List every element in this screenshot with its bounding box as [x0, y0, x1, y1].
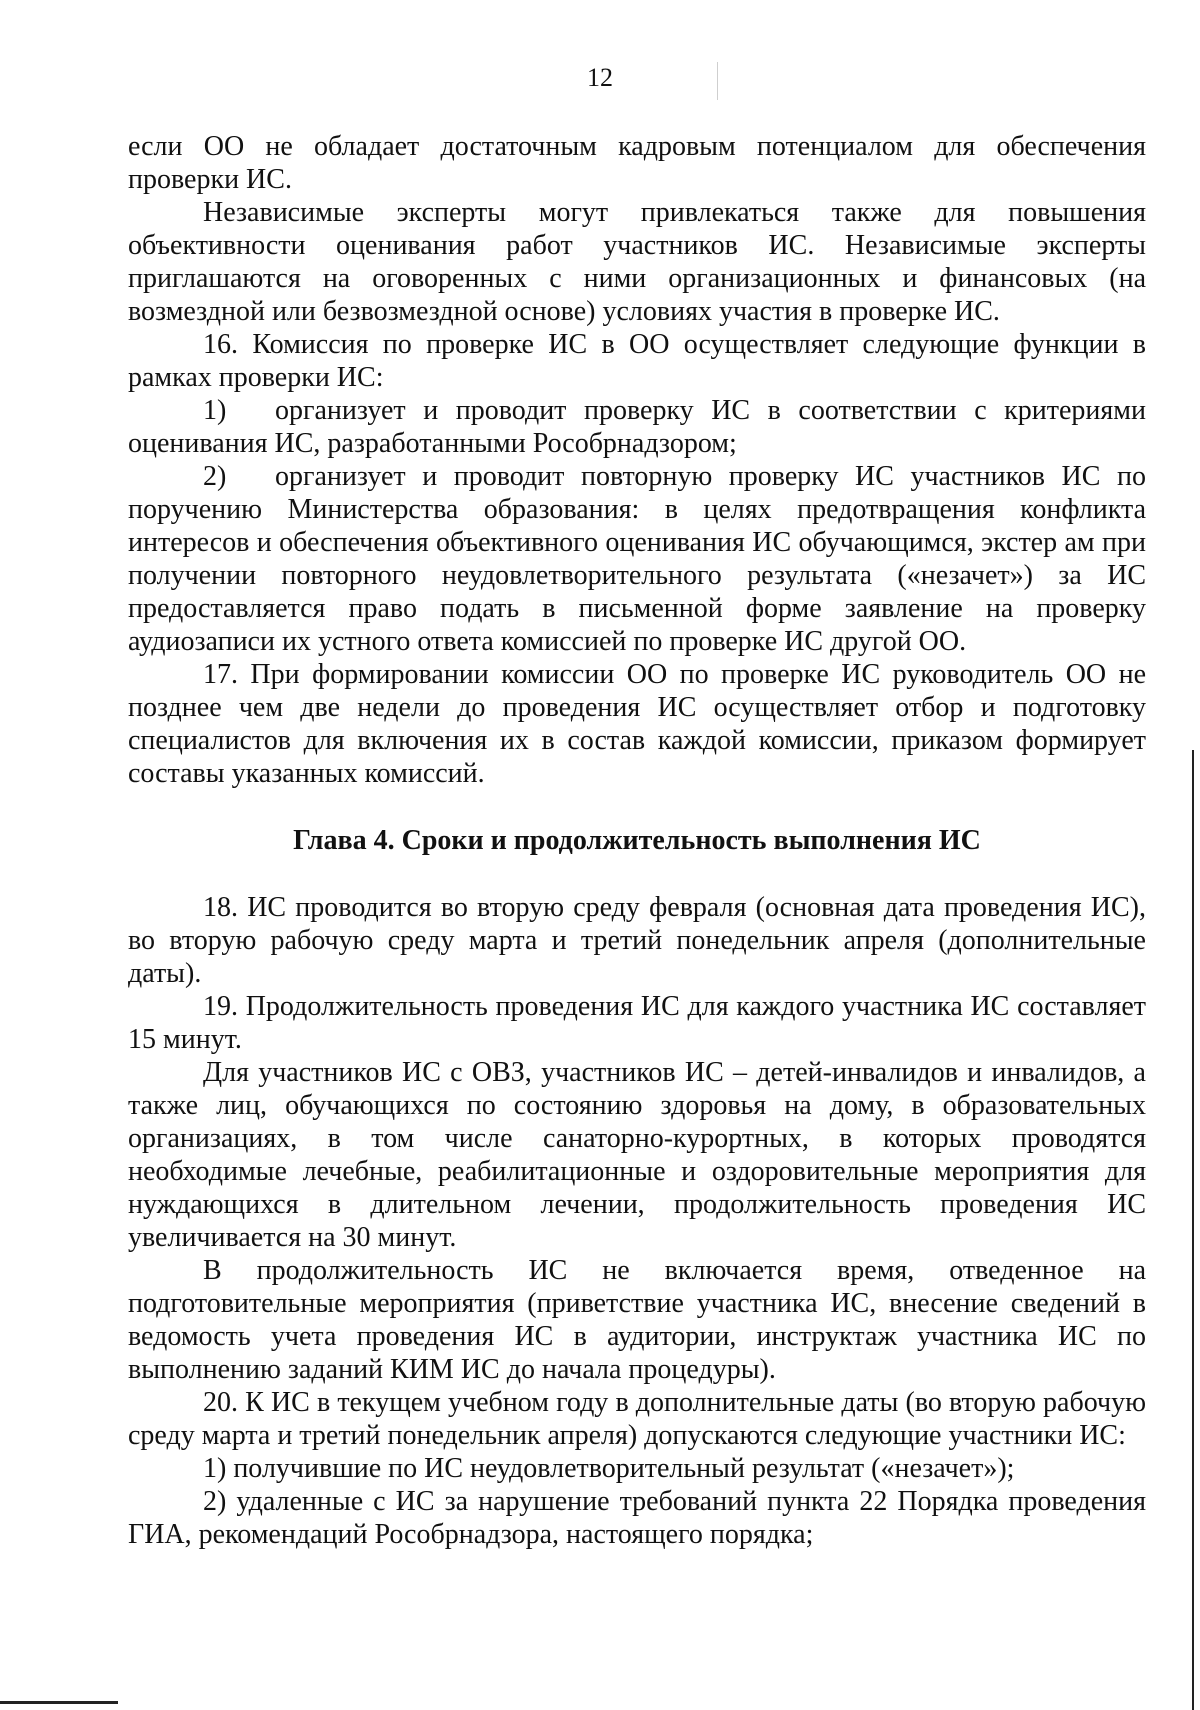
scan-edge-line	[1192, 750, 1194, 1710]
list-item: 1) получившие по ИС неудовлетворительный результат («незачет»);	[203, 1453, 1015, 1484]
paragraph: В продолжительность ИС не включается время, отведенное на подготовительные мероприятия (приветствие участника ИС, внесение сведений в ведомость учета проведения ИС в аудитории, инструктаж участника ИС по выполнению заданий КИМ ИС до начала процедуры).	[128, 1255, 1146, 1385]
list-item-text: организует и проводит проверку ИС в соответствии с критериями оценивания ИС, разработанными Рособрнадзором;	[128, 395, 1146, 459]
paragraph: 19. Продолжительность проведения ИС для каждого участника ИС составляет 15 минут.	[128, 991, 1146, 1055]
list-item-text: организует и проводит повторную проверку ИС участников ИС по поручению Министерства образования: в целях предотвращения конфликта интересов и обеспечения объективного оценивания ИС обучающимся, экстер ам при получении повторного неудовлетворительного результата («незачет») за ИС предоставляется право подать в письменной форме заявление на проверку аудиозаписи их устного ответа комиссией по проверке ИС другой ОО.	[128, 461, 1146, 657]
paragraph: 18. ИС проводится во вторую среду февраля (основная дата проведения ИС), во вторую рабочую среду марта и третий понедельник апреля (дополнительные даты).	[128, 892, 1146, 989]
paragraph: 16. Комиссия по проверке ИС в ОО осуществляет следующие функции в рамках проверки ИС:	[128, 329, 1146, 393]
list-item: 2) удаленные с ИС за нарушение требований пункта 22 Порядка проведения ГИА, рекомендаций Рособрнадзора, настоящего порядка;	[128, 1486, 1146, 1550]
list-item	[128, 460, 1146, 658]
list-item-number: 2)	[203, 461, 227, 492]
scan-edge-line	[0, 1701, 118, 1704]
paragraph: Для участников ИС с ОВЗ, участников ИС – детей-инвалидов и инвалидов, а также лиц, обучающихся по состоянию здоровья на дому, в образовательных организациях, в том числе санаторно-курортных, в которых проводятся необходимые лечебные, реабилитационные и оздоровительные мероприятия для нуждающихся в длительном лечении, продолжительность проведения ИС увеличивается на 30 минут.	[128, 1057, 1146, 1253]
paragraph: 20. К ИС в текущем учебном году в дополнительные даты (во вторую рабочую среду марта и третий понедельник апреля) допускаются следующие участники ИС:	[128, 1387, 1146, 1451]
paragraph: Независимые эксперты могут привлекаться также для повышения объективности оценивания работ участников ИС. Независимые эксперты приглашаются на оговоренных с ними организационных и финансовых (на возмездной или безвозмездной основе) условиях участия в проверке ИС.	[128, 197, 1146, 327]
document-body	[128, 130, 1146, 1551]
paragraph: если ОО не обладает достаточным кадровым потенциалом для обеспечения проверки ИС.	[128, 131, 1146, 195]
list-item-number: 1)	[203, 395, 227, 426]
chapter-heading: Глава 4. Сроки и продолжительность выполнения ИС	[293, 825, 981, 856]
page-number: 12	[587, 63, 613, 92]
paragraph: 17. При формировании комиссии ОО по проверке ИС руководитель ОО не позднее чем две недели до проведения ИС осуществляет отбор и подготовку специалистов для включения их в состав каждой комиссии, приказом формирует составы указанных комиссий.	[128, 659, 1146, 789]
list-item	[128, 394, 1146, 460]
